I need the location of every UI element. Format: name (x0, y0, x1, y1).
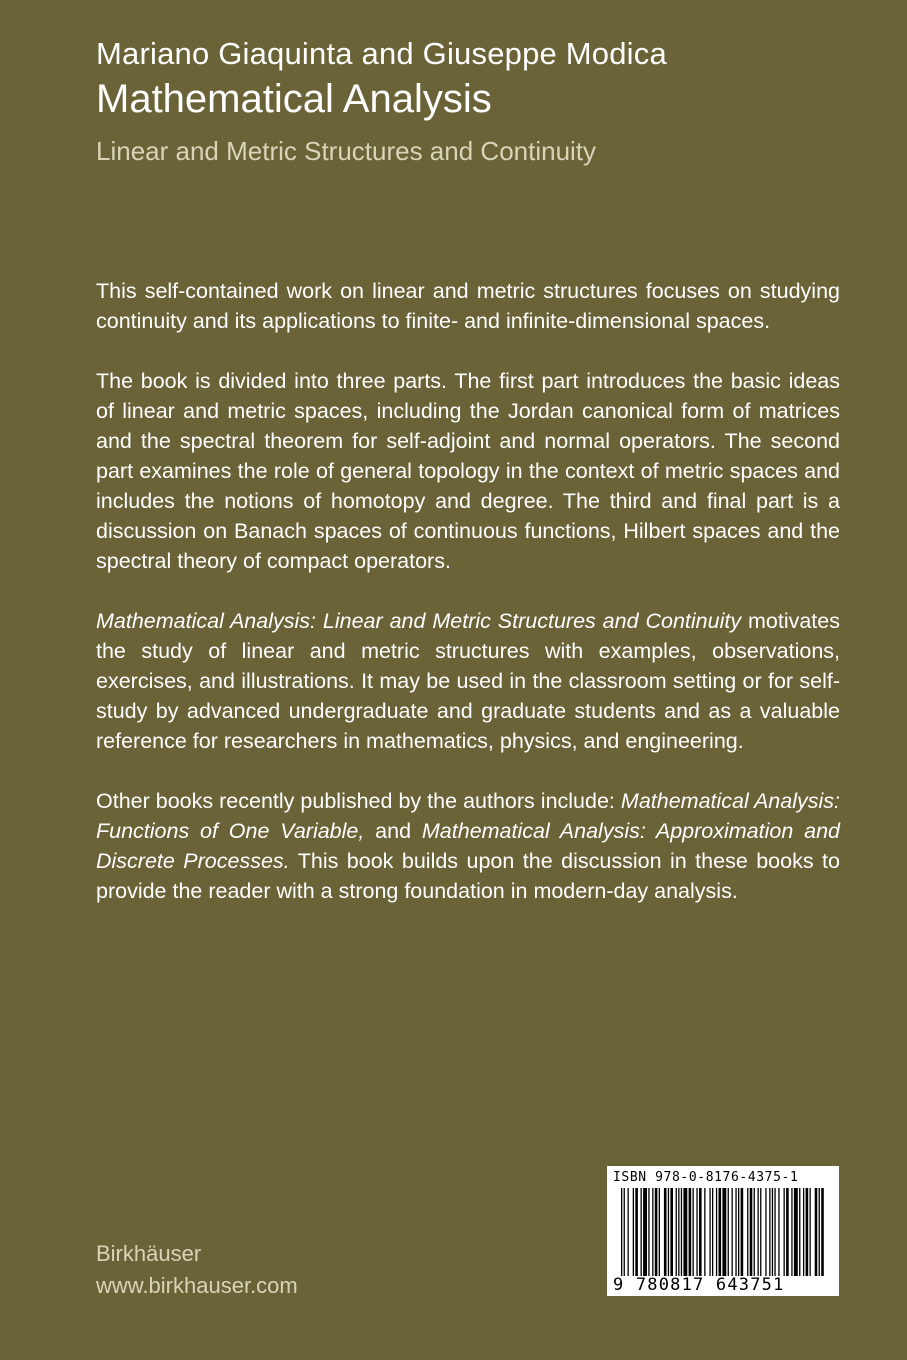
publisher-block (96, 1238, 298, 1302)
barcode-bar (621, 1188, 622, 1276)
barcode-bar (728, 1188, 729, 1276)
paragraph-text: Other books recently published by the authors include: (96, 789, 621, 813)
barcode-bar (750, 1188, 753, 1276)
barcode-bar (716, 1188, 717, 1276)
barcode-bar (769, 1188, 770, 1276)
book-authors: Mariano Giaquinta and Giuseppe Modica (96, 36, 667, 71)
barcode-bar (704, 1188, 705, 1276)
barcode-bar (772, 1188, 773, 1276)
barcode-bar (655, 1188, 658, 1276)
barcode-bar (741, 1188, 744, 1276)
book-subtitle: Linear and Metric Structures and Continuity (96, 136, 597, 166)
barcode-bar (678, 1188, 679, 1276)
barcode-bar (803, 1188, 804, 1276)
paragraph-text: motivates the study of linear and metric structures with examples, observations, exercises, and illustrations. It may be used in the classroom setting or for self-study by advanced undergraduate and graduate students and as a valuable reference for researchers in mathematics, physics, and engineering. (96, 609, 840, 753)
book-title: Mathematical Analysis (96, 77, 492, 121)
barcode-bar (794, 1188, 798, 1276)
publisher-name: Birkhäuser (96, 1241, 202, 1266)
barcode-bar (696, 1188, 697, 1276)
barcode-bar (754, 1188, 755, 1276)
barcode-bar (819, 1188, 820, 1276)
barcode-bar (693, 1188, 694, 1276)
barcode-bar (758, 1188, 759, 1276)
cover-header (96, 34, 876, 168)
barcode-bar (689, 1188, 692, 1276)
description-paragraph-4 (96, 786, 840, 906)
barcode-bar (676, 1188, 677, 1276)
related-book-2: Mathematical Analysis: Approximation and Discrete Processes. (96, 819, 840, 873)
barcode-bar (799, 1188, 800, 1276)
barcode-bar (791, 1188, 792, 1276)
barcode-bar (668, 1188, 669, 1276)
related-book-1: Mathematical Analysis: Functions of One Variable, (96, 789, 840, 843)
barcode-bar (681, 1188, 682, 1276)
barcode-bar (735, 1188, 736, 1276)
barcode-bar (699, 1188, 702, 1276)
book-description (96, 276, 840, 936)
barcode-bar (786, 1188, 789, 1276)
isbn-label: ISBN 978-0-8176-4375-1 (613, 1170, 799, 1185)
barcode-bar (628, 1188, 629, 1276)
barcode-bar (806, 1188, 809, 1276)
barcode-bar (760, 1188, 761, 1276)
publisher-url: www.birkhauser.com (96, 1273, 298, 1298)
description-paragraph-2: The book is divided into three parts. The first part introduces the basic ideas of linear and metric spaces, including the Jordan canonical form of matrices and the spectral theorem for self-adjoint and normal operators. The second part examines the role of general topology in the context of metric spaces and includes the notions of homotopy and degree. The third and final part is a discussion on Banach spaces of continuous functions, Hilbert spaces and the spectral theory of compact operators. (96, 369, 840, 573)
barcode-bar (815, 1188, 818, 1276)
barcode-bar (765, 1188, 766, 1276)
barcode-bar (683, 1188, 687, 1276)
barcode-bar (719, 1188, 722, 1276)
book-title-reference: Mathematical Analysis: Linear and Metric Structures and Continuity (96, 609, 742, 633)
barcode-bar (635, 1188, 638, 1276)
barcode-bar (652, 1188, 653, 1276)
barcode-bar (821, 1188, 824, 1276)
barcode-bars-icon (613, 1188, 833, 1276)
barcode-bar (738, 1188, 739, 1276)
barcode-bar (732, 1188, 733, 1276)
barcode-bar (643, 1188, 647, 1276)
barcode-bar (641, 1188, 642, 1276)
description-paragraph-1: This self-contained work on linear and metric structures focuses on studying continuity and its applications to finite- and infinite-dimensional spaces. (96, 279, 840, 333)
barcode-bar (774, 1188, 775, 1276)
paragraph-text: This book builds upon the discussion in these books to provide the reader with a strong foundation in modern-day analysis. (96, 849, 840, 903)
barcode-bar (709, 1188, 710, 1276)
barcode-bar (712, 1188, 713, 1276)
barcode-bar (659, 1188, 660, 1276)
barcode-bar (633, 1188, 634, 1276)
paragraph-text: and (364, 819, 422, 843)
barcode-bar (624, 1188, 625, 1276)
barcode-bar (747, 1188, 748, 1276)
barcode-bar (670, 1188, 673, 1276)
barcode-digits: 9 780817 643751 (613, 1276, 833, 1294)
barcode-bar (784, 1188, 785, 1276)
barcode-bar (648, 1188, 649, 1276)
barcode-bar (722, 1188, 726, 1276)
barcode-bar (664, 1188, 667, 1276)
isbn-barcode (607, 1166, 839, 1296)
barcode-bar (778, 1188, 779, 1276)
barcode-bar (810, 1188, 811, 1276)
description-paragraph-3 (96, 606, 840, 756)
